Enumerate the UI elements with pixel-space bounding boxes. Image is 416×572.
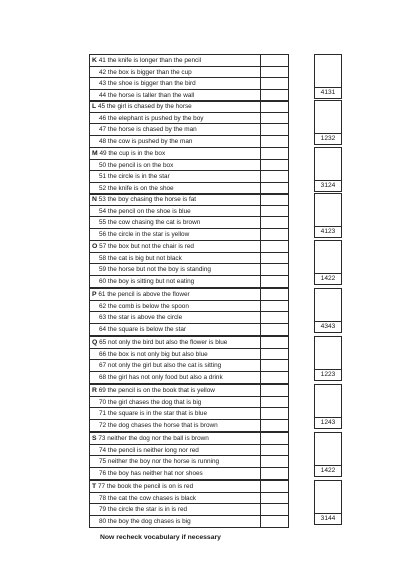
item-sentence: the cow chasing the cat is brown xyxy=(107,219,201,226)
item-sentence: the pencil is on the book that is yellow xyxy=(107,387,215,394)
item-sentence: the book the pencil is on is red xyxy=(106,483,194,490)
item-number: 49 xyxy=(99,150,107,157)
item-number: 57 xyxy=(99,243,107,250)
score-value: 1232 xyxy=(320,135,336,142)
item-number: 44 xyxy=(99,91,107,99)
block-letter: K xyxy=(92,57,97,64)
item-sentence: the dog chases the horse that is brown xyxy=(107,421,218,429)
item-row xyxy=(90,171,288,183)
block-letter: R xyxy=(92,387,97,394)
score-box xyxy=(314,240,342,285)
item-text xyxy=(92,372,260,383)
item-row xyxy=(90,312,288,324)
item-number: 56 xyxy=(99,230,107,238)
item-text xyxy=(92,349,260,360)
item-sentence: the comb is below the spoon xyxy=(107,302,189,310)
item-text xyxy=(92,241,260,252)
item-text xyxy=(92,504,260,515)
item-row xyxy=(90,136,288,148)
score-value: 4343 xyxy=(320,323,336,330)
item-sentence: the knife is longer than the pencil xyxy=(107,57,202,64)
answer-cell[interactable] xyxy=(260,241,288,252)
item-sentence: the pencil on the shoe is blue xyxy=(107,207,191,215)
score-box xyxy=(314,336,342,381)
answer-cell[interactable] xyxy=(260,301,288,312)
item-row xyxy=(90,516,288,528)
item-block xyxy=(89,288,289,336)
item-text xyxy=(92,113,260,124)
score-value: 1422 xyxy=(320,467,336,474)
score-value: 3124 xyxy=(320,182,336,189)
answer-cell[interactable] xyxy=(260,516,288,528)
item-text xyxy=(92,90,260,101)
item-sentence: the circle is in the star xyxy=(107,173,170,180)
answer-cell[interactable] xyxy=(260,504,288,515)
item-block xyxy=(89,480,289,528)
item-sentence: the shoe is bigger than the bird xyxy=(107,80,196,87)
answer-cell[interactable] xyxy=(260,324,288,336)
item-number: 59 xyxy=(99,266,107,273)
item-number: 74 xyxy=(99,446,107,454)
item-row xyxy=(90,337,288,349)
answer-cell[interactable] xyxy=(260,397,288,408)
answer-cell[interactable] xyxy=(260,420,288,432)
item-row xyxy=(90,148,288,160)
item-row xyxy=(90,397,288,409)
item-block xyxy=(89,147,289,195)
item-text xyxy=(92,481,260,492)
answer-cell[interactable] xyxy=(260,312,288,323)
item-number: 51 xyxy=(99,173,107,180)
item-row xyxy=(90,493,288,505)
item-row xyxy=(90,456,288,468)
block-letter: L xyxy=(92,103,97,110)
item-text xyxy=(92,456,260,467)
item-sentence: the girl is chased by the horse xyxy=(106,103,192,110)
item-sentence: the knife is on the shoe xyxy=(107,184,174,192)
item-row xyxy=(90,324,288,336)
item-number: 65 xyxy=(99,339,107,346)
item-block xyxy=(89,336,289,384)
item-row xyxy=(90,55,288,67)
item-text xyxy=(92,516,260,527)
item-row xyxy=(90,301,288,313)
item-row xyxy=(90,241,288,253)
score-box xyxy=(314,384,342,429)
block-letter: T xyxy=(92,483,97,490)
score-value: 1223 xyxy=(320,371,336,378)
answer-cell[interactable] xyxy=(260,445,288,456)
item-text xyxy=(92,408,260,419)
item-number: 77 xyxy=(97,483,106,490)
item-sentence: the horse is taller than the wall xyxy=(107,91,195,99)
item-row xyxy=(90,124,288,136)
item-row xyxy=(90,194,288,206)
item-text xyxy=(92,276,260,287)
answer-cell[interactable] xyxy=(260,160,288,171)
score-box xyxy=(314,288,342,333)
item-text xyxy=(92,101,260,112)
item-number: 41 xyxy=(98,57,106,64)
block-letter: N xyxy=(92,196,97,203)
answer-cell[interactable] xyxy=(260,408,288,419)
item-text xyxy=(92,183,260,194)
item-block xyxy=(89,432,289,480)
score-box xyxy=(314,147,342,192)
answer-cell[interactable] xyxy=(260,337,288,348)
item-sentence: the cup is in the box xyxy=(108,150,166,157)
answer-cell[interactable] xyxy=(260,148,288,159)
item-row xyxy=(90,349,288,361)
score-box xyxy=(314,432,342,477)
item-sentence: the box but not the chair is red xyxy=(107,243,194,250)
item-text xyxy=(92,337,260,348)
item-text xyxy=(92,124,260,135)
answer-cell[interactable] xyxy=(260,276,288,288)
item-number: 72 xyxy=(99,421,107,429)
item-row xyxy=(90,468,288,480)
item-sentence: the box is bigger than the cup xyxy=(107,68,192,76)
item-number: 80 xyxy=(99,517,107,525)
item-number: 46 xyxy=(99,114,107,122)
item-sentence: not only the bird but also the flower is blue xyxy=(107,339,228,346)
answer-cell[interactable] xyxy=(260,78,288,89)
item-sentence: the square is in the star that is blue xyxy=(107,410,208,417)
score-box xyxy=(314,480,342,525)
item-text xyxy=(92,385,260,396)
item-block xyxy=(89,240,289,288)
score-value: 3144 xyxy=(320,515,336,522)
item-text xyxy=(92,264,260,275)
item-sentence: the girl has not only food but also a drink xyxy=(107,373,223,381)
item-row xyxy=(90,420,288,432)
item-row xyxy=(90,253,288,265)
item-text xyxy=(92,194,260,205)
item-row xyxy=(90,408,288,420)
item-number: 47 xyxy=(99,126,107,133)
item-number: 60 xyxy=(99,277,107,285)
item-number: 73 xyxy=(98,435,106,442)
item-text xyxy=(92,420,260,431)
item-text xyxy=(92,433,260,444)
item-sentence: the cat the cow chases is black xyxy=(107,494,196,502)
answer-cell[interactable] xyxy=(260,113,288,124)
item-row xyxy=(90,289,288,301)
answer-cell[interactable] xyxy=(260,171,288,182)
score-value: 4123 xyxy=(320,228,336,235)
item-text xyxy=(92,67,260,78)
item-block xyxy=(89,384,289,432)
answer-cell[interactable] xyxy=(260,194,288,205)
item-number: 76 xyxy=(99,469,107,477)
item-sentence: the girl chases the dog that is big xyxy=(107,398,202,406)
score-value: 1422 xyxy=(320,275,336,282)
item-sentence: the circle in the star is yellow xyxy=(107,230,190,238)
item-row xyxy=(90,360,288,372)
answer-cell[interactable] xyxy=(260,360,288,371)
item-block xyxy=(89,193,289,241)
item-text xyxy=(92,493,260,504)
item-sentence: the pencil is neither long nor red xyxy=(107,446,199,454)
answer-cell[interactable] xyxy=(260,206,288,217)
answer-cell[interactable] xyxy=(260,264,288,275)
item-sentence: the elephant is pushed by the boy xyxy=(107,114,204,122)
item-number: 43 xyxy=(99,80,107,87)
item-number: 42 xyxy=(99,68,107,76)
item-text xyxy=(92,217,260,228)
item-text xyxy=(92,136,260,147)
item-number: 54 xyxy=(99,207,107,215)
item-sentence: the cat is big but not black xyxy=(107,254,182,262)
item-text xyxy=(92,253,260,264)
item-text xyxy=(92,312,260,323)
item-text xyxy=(92,148,260,159)
answer-cell[interactable] xyxy=(260,67,288,78)
item-row xyxy=(90,264,288,276)
item-sentence: the horse but not the boy is standing xyxy=(107,266,211,273)
answer-cell[interactable] xyxy=(260,217,288,228)
score-box xyxy=(314,100,342,145)
item-text xyxy=(92,289,260,300)
item-row xyxy=(90,101,288,113)
item-number: 68 xyxy=(99,373,107,381)
item-text xyxy=(92,171,260,182)
item-number: 64 xyxy=(99,325,107,333)
item-sentence: neither the boy nor the horse is running xyxy=(107,458,220,465)
item-sentence: the cow is pushed by the man xyxy=(107,137,193,145)
score-value: 1243 xyxy=(320,419,336,426)
answer-cell[interactable] xyxy=(260,253,288,264)
item-row xyxy=(90,160,288,172)
item-number: 75 xyxy=(99,458,107,465)
block-letter: Q xyxy=(92,339,98,346)
item-sentence: the pencil is on the box xyxy=(107,161,174,169)
item-row xyxy=(90,445,288,457)
item-number: 71 xyxy=(99,410,107,417)
item-number: 48 xyxy=(99,137,107,145)
item-number: 66 xyxy=(99,350,107,358)
answer-cell[interactable] xyxy=(260,433,288,444)
answer-cell[interactable] xyxy=(260,101,288,112)
item-text xyxy=(92,206,260,217)
item-text xyxy=(92,301,260,312)
item-row xyxy=(90,372,288,384)
answer-cell[interactable] xyxy=(260,385,288,396)
item-number: 79 xyxy=(99,506,107,513)
footer-note: Now recheck vocabulary if necessary xyxy=(100,534,221,541)
item-sentence: the boy is sitting but not eating xyxy=(107,277,195,285)
item-row xyxy=(90,67,288,79)
item-number: 78 xyxy=(99,494,107,502)
answer-cell[interactable] xyxy=(260,136,288,148)
block-letter: M xyxy=(92,150,98,157)
block-letter: P xyxy=(92,291,97,298)
answer-cell[interactable] xyxy=(260,124,288,135)
item-row xyxy=(90,78,288,90)
item-row xyxy=(90,229,288,241)
answer-cell[interactable] xyxy=(260,55,288,66)
item-block xyxy=(89,54,289,102)
item-row xyxy=(90,385,288,397)
item-sentence: the square is below the star xyxy=(107,325,187,333)
item-sentence: the pencil is above the flower xyxy=(107,291,190,298)
answer-cell[interactable] xyxy=(260,493,288,504)
item-number: 67 xyxy=(99,362,107,369)
item-number: 55 xyxy=(99,219,107,226)
item-sentence: the boy has neither hat nor shoes xyxy=(107,469,203,477)
item-number: 45 xyxy=(97,103,106,110)
item-text xyxy=(92,78,260,89)
score-value: 4131 xyxy=(320,89,336,96)
item-number: 52 xyxy=(99,184,107,192)
answer-cell[interactable] xyxy=(260,229,288,241)
item-text xyxy=(92,468,260,479)
item-number: 53 xyxy=(98,196,106,203)
item-sentence: the boy chasing the horse is fat xyxy=(107,196,197,203)
item-text xyxy=(92,445,260,456)
item-sentence: the star is above the circle xyxy=(107,314,183,321)
item-row xyxy=(90,206,288,218)
item-block xyxy=(89,100,289,148)
item-row xyxy=(90,217,288,229)
item-row xyxy=(90,433,288,445)
item-number: 62 xyxy=(99,302,107,310)
block-letter: O xyxy=(92,243,98,250)
answer-cell[interactable] xyxy=(260,456,288,467)
item-text xyxy=(92,229,260,240)
item-row xyxy=(90,504,288,516)
item-number: 58 xyxy=(99,254,107,262)
item-text xyxy=(92,397,260,408)
item-number: 61 xyxy=(98,291,106,298)
item-sentence: the box is not only big but also blue xyxy=(107,350,208,358)
item-number: 70 xyxy=(99,398,107,406)
item-row xyxy=(90,481,288,493)
item-text xyxy=(92,360,260,371)
score-box xyxy=(314,54,342,99)
block-letter: S xyxy=(92,435,97,442)
answer-cell[interactable] xyxy=(260,372,288,384)
item-row xyxy=(90,276,288,288)
item-sentence: neither the dog nor the ball is brown xyxy=(107,435,209,442)
answer-cell[interactable] xyxy=(260,468,288,480)
answer-cell[interactable] xyxy=(260,349,288,360)
score-box xyxy=(314,193,342,238)
item-number: 69 xyxy=(98,387,106,394)
item-sentence: the boy the dog chases is big xyxy=(107,517,191,525)
item-text xyxy=(92,55,260,66)
item-sentence: the horse is chased by the man xyxy=(107,126,197,133)
answer-cell[interactable] xyxy=(260,481,288,492)
item-number: 50 xyxy=(99,161,107,169)
item-text xyxy=(92,160,260,171)
item-row xyxy=(90,113,288,125)
item-text xyxy=(92,324,260,335)
item-sentence: the circle the star is in is red xyxy=(107,506,188,513)
answer-cell[interactable] xyxy=(260,289,288,300)
item-number: 63 xyxy=(99,314,107,321)
item-sentence: not only the girl but also the cat is sitting xyxy=(107,362,222,369)
